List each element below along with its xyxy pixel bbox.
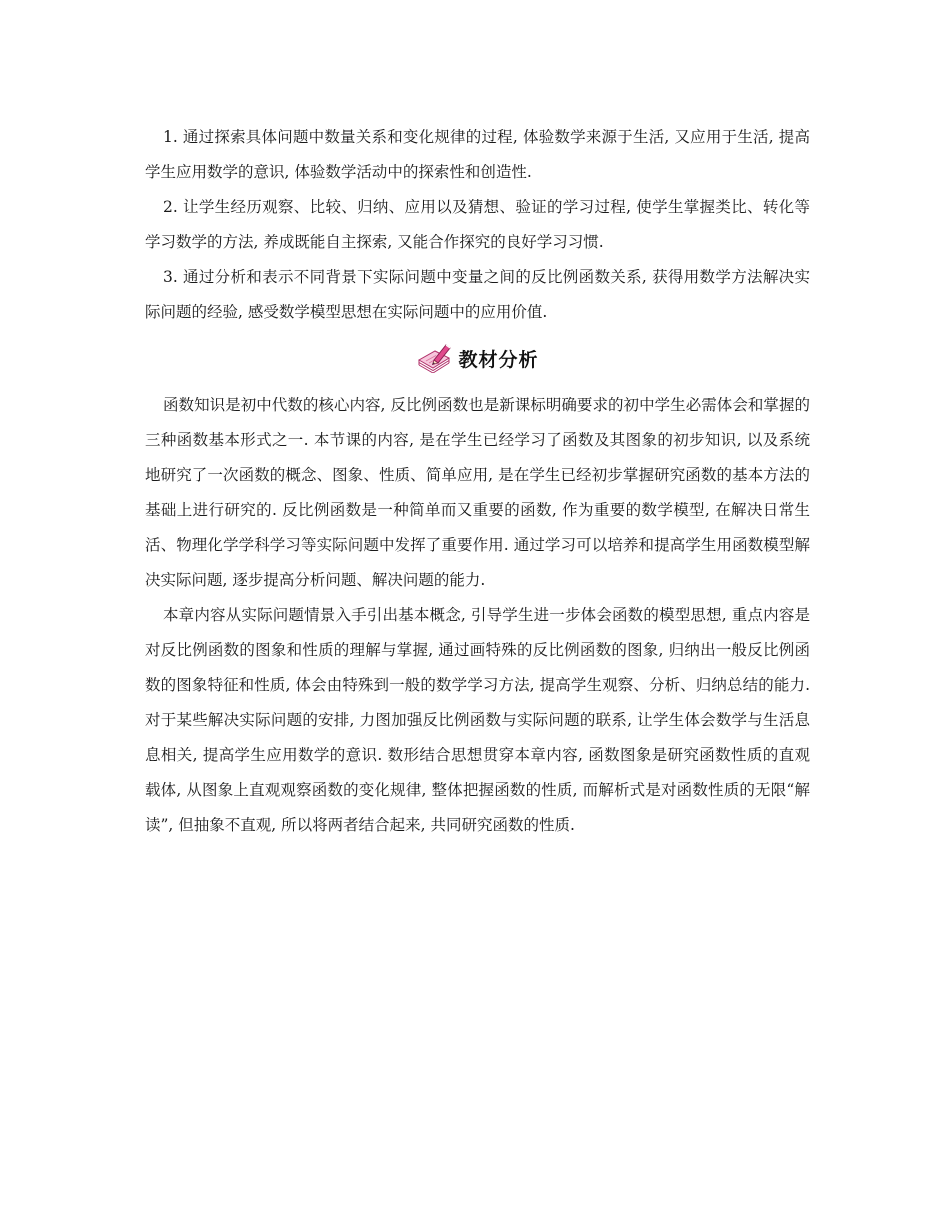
pencil-notebook-icon bbox=[416, 343, 452, 373]
section-title: 教材分析 bbox=[458, 348, 539, 371]
objective-paragraph-3: 3. 通过分析和表示不同背景下实际问题中变量之间的反比例函数关系, 获得用数学方法解决实际问题的经验, 感受数学模型思想在实际问题中的应用价值. bbox=[145, 268, 810, 321]
analysis-paragraph-2: 本章内容从实际问题情景入手引出基本概念, 引导学生进一步体会函数的模型思想, 重点内容是对反比例函数的图象和性质的理解与掌握, 通过画特殊的反比例函数的图象, 归纳出一般反比例函数的图象特征和性质, 体会由特殊到一般的数学学习方法, 提高学生观察、分析、归纳总结的能力. 对于某些解决实际问题的安排, 力图加强反比例函数与实际问题的联系, 让学生体会数学与生活息息相关, 提高学生应用数学的意识. 数形结合思想贯穿本章内容, 函数图象是研究函数性质的直观载体, 从图象上直观观察函数的变化规律, 整体把握函数的性质, 而解析式是对函数性质的无限“解读”, 但抽象不直观, 所以将两者结合起来, 共同研究函数的性质. bbox=[145, 606, 810, 834]
document-page bbox=[145, 120, 810, 843]
section-heading bbox=[145, 332, 810, 384]
objective-paragraph-2: 2. 让学生经历观察、比较、归纳、应用以及猜想、验证的学习过程, 使学生掌握类比、转化等学习数学的方法, 养成既能自主探索, 又能合作探究的良好学习习惯. bbox=[145, 198, 810, 251]
objective-paragraph-1: 1. 通过探索具体问题中数量关系和变化规律的过程, 体验数学来源于生活, 又应用于生活, 提高学生应用数学的意识, 体验数学活动中的探索性和创造性. bbox=[145, 128, 810, 181]
analysis-paragraph-1: 函数知识是初中代数的核心内容, 反比例函数也是新课标明确要求的初中学生必需体会和掌握的三种函数基本形式之一. 本节课的内容, 是在学生已经学习了函数及其图象的初步知识, 以及系统地研究了一次函数的概念、图象、性质、简单应用, 是在学生已经初步掌握研究函数的基本方法的基础上进行研究的. 反比例函数是一种简单而又重要的函数, 作为重要的数学模型, 在解决日常生活、物理化学学科学习等实际问题中发挥了重要作用. 通过学习可以培养和提高学生用函数模型解决实际问题, 逐步提高分析问题、解决问题的能力. bbox=[145, 396, 810, 589]
